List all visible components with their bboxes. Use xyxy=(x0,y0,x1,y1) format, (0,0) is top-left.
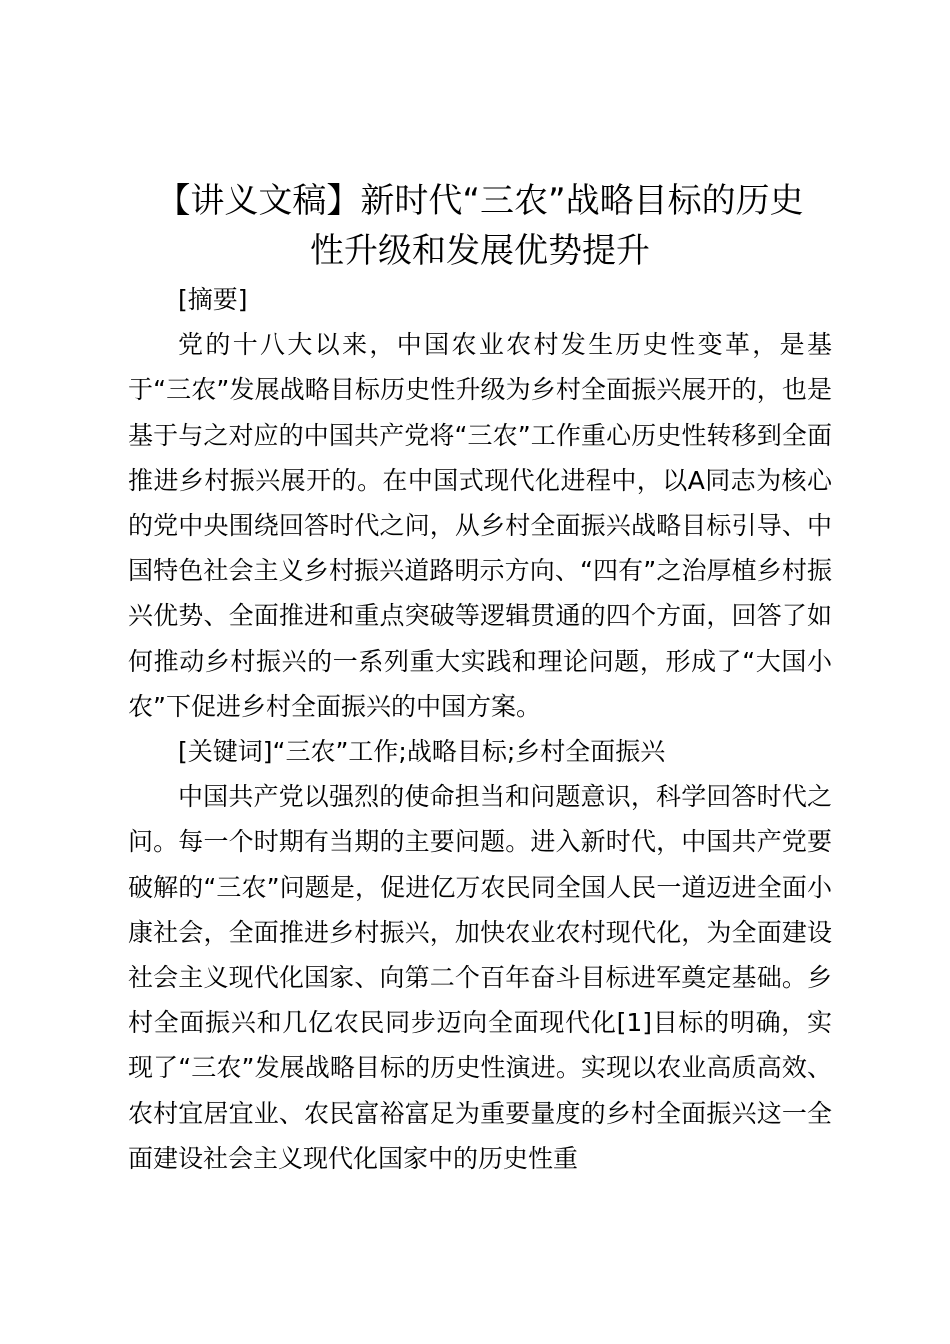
abstract-heading: [摘要] xyxy=(178,285,248,314)
document-page xyxy=(128,176,832,1181)
title-line-2: 性升级和发展优势提升 xyxy=(310,231,650,271)
keywords-line: [关键词]“三农”工作;战略目标;乡村全面振兴 xyxy=(178,737,666,767)
document-title xyxy=(128,176,832,276)
title-line-1: 【讲义文稿】新时代“三农”战略目标的历史 xyxy=(156,181,804,221)
abstract-paragraph: 党的十八大以来，中国农业农村发生历史性变革，是基于“三农”发展战略目标历史性升级为乡村全面振兴展开的，也是基于与之对应的中国共产党将“三农”工作重心历史性转移到全面推进乡村振兴展开的。在中国式现代化进程中，以A同志为核心的党中央围绕回答时代之问，从乡村全面振兴战略目标引导、中国特色社会主义乡村振兴道路明示方向、“四有”之治厚植乡村振兴优势、全面推进和重点突破等逻辑贯通的四个方面，回答了如何推动乡村振兴的一系列重大实践和理论问题，形成了“大国小农”下促进乡村全面振兴的中国方案。 xyxy=(128,330,832,721)
body-paragraph: 中国共产党以强烈的使命担当和问题意识，科学回答时代之问。每一个时期有当期的主要问题。进入新时代，中国共产党要破解的“三农”问题是，促进亿万农民同全国人民一道迈进全面小康社会，全面推进乡村振兴，加快农业农村现代化，为全面建设社会主义现代化国家、向第二个百年奋斗目标进军奠定基础。乡村全面振兴和几亿农民同步迈向全面现代化[1]目标的明确，实现了“三农”发展战略目标的历史性演进。实现以农业高质高效、农村宜居宜业、农民富裕富足为重要量度的乡村全面振兴这一全面建设社会主义现代化国家中的历史性重 xyxy=(128,782,832,1173)
